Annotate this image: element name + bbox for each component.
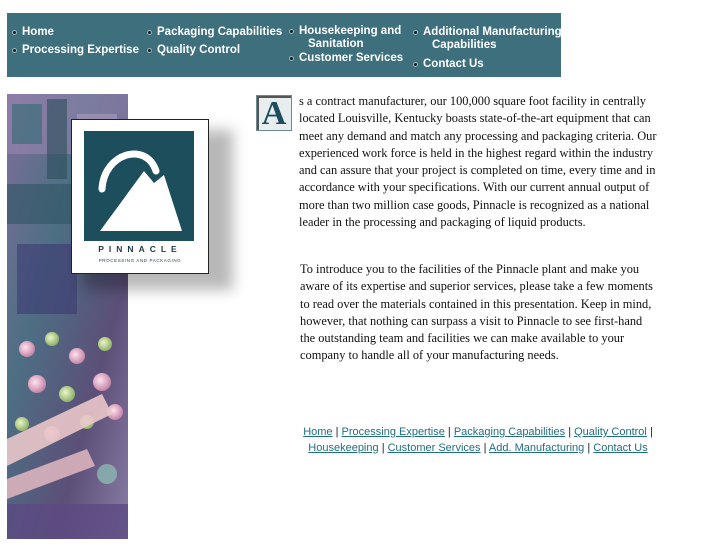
footer-separator: |	[335, 426, 339, 438]
mountain-logo-icon	[84, 131, 194, 241]
bullet-icon	[413, 30, 418, 35]
nav-home-label: Home	[22, 26, 54, 38]
nav-packaging-label: Packaging Capabilities	[157, 26, 283, 38]
second-paragraph: To introduce you to the facilities of the Pinnacle plant and make you aware of its expertise and superior services, please take a few moments to read over the materials contained in this presentation. Keep in mind, however, that nothing can surpass a visit to Pinnacle to see first-hand the outstanding team and facilities we can make available to your company to handle all of your manufacturing needs.	[300, 262, 653, 363]
footer-link-processing[interactable]: Processing Expertise	[341, 426, 445, 438]
nav-housekeeping-sanitation[interactable]	[299, 25, 401, 51]
footer-link-contact[interactable]: Contact Us	[593, 441, 648, 454]
bullet-icon	[147, 30, 152, 35]
intro-paragraph: s a contract manufacturer, our 100,000 square foot facility in centrally located Louisville, Kentucky boasts state-of-the-art equipment that can meet any demand and match any processing and packaging criteria. Our experienced work force is held in the highest regard within the industry and can assure that your project is completed on time, every time and in accordance with your specifications. With our current annual output of more than two million case goods, Pinnacle is recognized as a national leader in the processing and packaging of liquid products.	[299, 94, 657, 230]
nav-quality-control[interactable]	[157, 44, 240, 57]
footer-link-home[interactable]: Home	[303, 426, 333, 438]
footer-link-packaging[interactable]: Packaging Capabilities	[453, 426, 566, 438]
bullet-icon	[12, 30, 17, 35]
pinnacle-logo	[71, 119, 209, 274]
top-navigation-bar	[7, 13, 561, 77]
footer-link-customer[interactable]: Customer Services	[387, 441, 481, 454]
nav-processing-label: Processing Expertise	[22, 44, 139, 56]
footer-separator: |	[381, 441, 385, 454]
nav-contact-label: Contact Us	[423, 58, 484, 70]
drop-cap-letter: A	[261, 95, 287, 132]
nav-processing-expertise[interactable]	[22, 44, 139, 57]
nav-customer-services[interactable]	[299, 52, 403, 65]
bullet-icon	[289, 29, 294, 34]
footer-separator: |	[587, 441, 591, 454]
nav-home[interactable]	[22, 26, 54, 39]
nav-contact-us[interactable]	[423, 58, 484, 71]
logo-tagline: PROCESSING AND PACKAGING	[98, 258, 182, 263]
footer-link-quality[interactable]: Quality Control	[574, 426, 647, 438]
footer-separator: |	[568, 426, 572, 438]
nav-quality-label: Quality Control	[157, 44, 241, 56]
footer-link-add-manufacturing[interactable]: Add. Manufacturing	[488, 441, 585, 454]
bullet-icon	[289, 56, 294, 61]
drop-cap	[256, 95, 292, 131]
logo-wordmark: PINNACLE	[98, 244, 182, 254]
nav-customer-label: Customer Services	[299, 52, 404, 64]
nav-housekeeping-label-1: Housekeeping and	[299, 25, 402, 37]
nav-additional-label-2: Capabilities	[432, 39, 497, 51]
footer-separator: |	[649, 426, 653, 438]
footer-navigation	[300, 425, 656, 456]
nav-packaging-capabilities[interactable]	[157, 26, 282, 39]
footer-separator: |	[447, 426, 451, 438]
nav-additional-label-1: Additional Manufacturing	[423, 26, 562, 38]
footer-separator: |	[483, 441, 487, 454]
bullet-icon	[147, 48, 152, 53]
nav-housekeeping-label-2: Sanitation	[308, 38, 364, 50]
footer-link-housekeeping[interactable]: Housekeeping	[308, 441, 379, 454]
bullet-icon	[413, 62, 418, 67]
nav-additional-manufacturing[interactable]	[423, 26, 562, 52]
bullet-icon	[12, 48, 17, 53]
